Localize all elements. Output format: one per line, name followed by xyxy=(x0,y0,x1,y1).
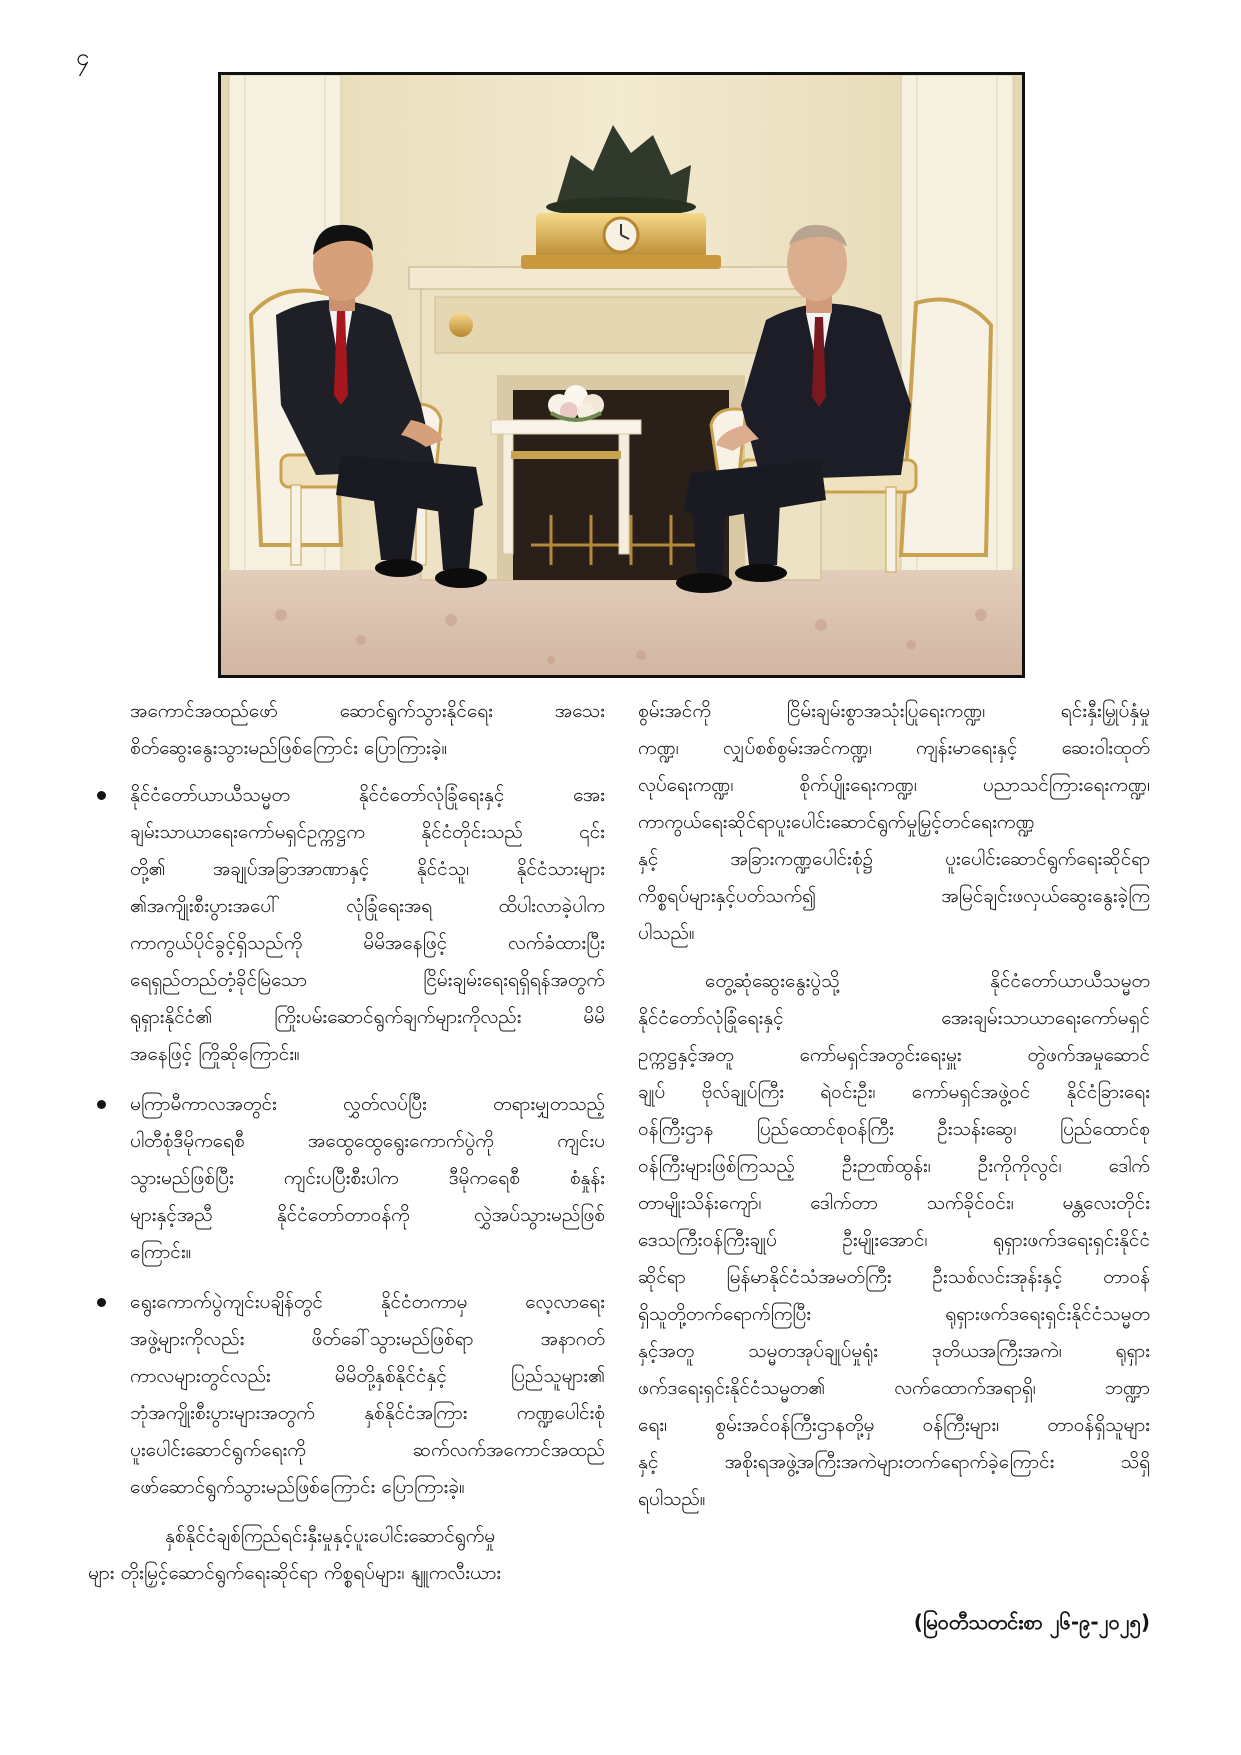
text-line: ဥက္ကဋ္ဌနှင့်အတူ ကော်မရှင်အတွင်းရေးမှူး တွဲဖက်အမှုဆောင် xyxy=(638,1044,1150,1066)
text-line: တာမျိုးသိန်းကျော်၊ ဒေါက်တာ သက်ခိုင်ဝင်း၊ မန္တလေးတိုင်း xyxy=(638,1192,1150,1214)
text-line: ချုပ် ဗိုလ်ချုပ်ကြီး ရဲဝင်းဦး၊ ကော်မရှင်အဖွဲ့ဝင် နိုင်ငံခြားရေး xyxy=(638,1081,1150,1103)
text-line: များနှင့်အညီ နိုင်ငံတော်တာဝန်ကို လွှဲအပ်သွားမည်ဖြစ် xyxy=(130,1204,605,1226)
bullet-icon xyxy=(97,1298,106,1307)
text-line: တို့၏ အချုပ်အခြာအာဏာနှင့် နိုင်ငံသူ၊ နိုင်ငံသားများ xyxy=(130,858,605,880)
continuation-paragraph xyxy=(638,693,1150,952)
text-line: ရေး၊ စွမ်းအင်ဝန်ကြီးဌာနတို့မှ ဝန်ကြီးများ၊ တာဝန်ရှိသူများ xyxy=(638,1414,1150,1436)
page-number: ၄ xyxy=(76,43,90,71)
text-line: ရွေးကောက်ပွဲကျင်းပချိန်တွင် နိုင်ငံတကာမှ လေ့လာရေး xyxy=(130,1291,605,1313)
text-line: ချမ်းသာယာရေးကော်မရှင်ဥက္ကဋ္ဌက နိုင်ငံတိုင်းသည် ၎င်း xyxy=(130,821,605,843)
text-line: ကာလများတွင်လည်း မိမိတို့နှစ်နိုင်ငံနှင့် ပြည်သူများ၏ xyxy=(130,1365,605,1387)
text-line: နိုင်ငံတော်လုံခြုံရေးနှင့် အေးချမ်းသာယာရေးကော်မရှင် xyxy=(638,1007,1150,1029)
text-line: တွေ့ဆုံဆွေးနွေးပွဲသို့ နိုင်ငံတော်ယာယီသမ္မတ xyxy=(705,970,1150,992)
bullet-text xyxy=(130,1086,605,1271)
shoe xyxy=(676,573,732,593)
bullet-icon xyxy=(97,1100,106,1109)
text-line: နှင့်အတူ သမ္မတအုပ်ချုပ်မှုရုံး ဒုတိယအကြီးအကဲ၊ ရုရှား xyxy=(638,1340,1150,1362)
gold-rosette-left xyxy=(449,313,473,337)
text-line: ဖော်ဆောင်ရွက်သွားမည်ဖြစ်ကြောင်း ပြောကြားခဲ့။ xyxy=(130,1476,465,1498)
text-line: ဝန်ကြီးဌာန ပြည်ထောင်စုဝန်ကြီး ဦးသန်းဆွေ၊ ပြည်ထောင်စု xyxy=(638,1118,1150,1140)
text-line: ကာကွယ်ရေးဆိုင်ရာပူးပေါင်းဆောင်ရွက်မှုမြှင့်တင်ရေးကဏ္ဍ xyxy=(638,811,1035,833)
text-line: နှစ်နိုင်ငံချစ်ကြည်ရင်းနှီးမှုနှင့်ပူးပေါင်းဆောင်ရွက်မှု xyxy=(165,1525,496,1547)
text-line: ပါသည်။ xyxy=(638,922,695,944)
bullet-text xyxy=(130,777,605,1073)
text-line: အကောင်အထည်ဖော် ဆောင်ရွက်သွားနိုင်ရေး အသေး xyxy=(130,700,605,722)
text-line: ၏အကျိုးစီးပွားအပေါ် လုံခြုံရေးအရ ထိပါးလာခဲ့ပါက xyxy=(130,895,605,917)
text-line: စိတ်ဆွေးနွေးသွားမည်ဖြစ်ကြောင်း ပြောကြားခဲ့။ xyxy=(130,737,448,759)
text-line: ပါတီစုံဒီမိုကရေစီ အထွေထွေရွေးကောက်ပွဲကို ကျင်းပ xyxy=(130,1130,605,1152)
text-line: ကြောင်း။ xyxy=(130,1241,192,1263)
mantel-clock xyxy=(521,213,721,269)
text-line: ကိစ္စရပ်များနှင့်ပတ်သက်၍ အမြင်ချင်းဖလှယ်ဆွေးနွေးခဲ့ကြ xyxy=(638,885,1150,907)
text-line: ဖက်ဒရေးရှင်းနိုင်ငံသမ္မတ၏ လက်ထောက်အရာရှိ၊ ဘဏ္ဍာ xyxy=(638,1377,1150,1399)
text-line: ကဏ္ဍ၊ လျှပ်စစ်စွမ်းအင်ကဏ္ဍ၊ ကျန်းမာရေးနှင့် ဆေးဝါးထုတ် xyxy=(638,737,1150,759)
carpet xyxy=(221,570,1022,675)
closing-paragraph xyxy=(88,1518,605,1592)
shoe xyxy=(435,568,487,588)
text-line: နှင့် အစိုးရအဖွဲ့အကြီးအကဲများတက်ရောက်ခဲ့ကြောင်း သိရှိ xyxy=(638,1451,1150,1473)
text-line: ဒေသကြီးဝန်ကြီးချုပ် ဦးမျိုးအောင်၊ ရုရှားဖက်ဒရေးရှင်းနိုင်ငံ xyxy=(638,1229,1150,1251)
text-line: ဝန်ကြီးများဖြစ်ကြသည့် ဦးဉာဏ်ထွန်း၊ ဦးကိုကိုလွင်၊ ဒေါက် xyxy=(638,1155,1150,1177)
shoe xyxy=(375,559,423,577)
attendance-paragraph xyxy=(638,963,1150,1518)
text-line: ရပါသည်။ xyxy=(638,1488,706,1510)
bullet-item xyxy=(95,1284,605,1506)
text-line: ပူးပေါင်းဆောင်ရွက်ရေးကို ဆက်လက်အကောင်အထည် xyxy=(130,1439,605,1461)
meeting-photo xyxy=(218,72,1025,678)
bullet-item xyxy=(95,1086,605,1271)
text-line: အနေဖြင့် ကြိုဆိုကြောင်း။ xyxy=(130,1043,300,1065)
text-line: ရှိသူတို့တက်ရောက်ကြပြီး ရုရှားဖက်ဒရေးရှင်းနိုင်ငံသမ္မတ xyxy=(638,1303,1150,1325)
bullet-icon xyxy=(97,791,106,800)
intro-paragraph xyxy=(130,693,605,767)
text-line: ကာကွယ်ပိုင်ခွင့်ရှိသည်ကို မိမိအနေဖြင့် လက်ခံထားပြီး xyxy=(130,932,605,954)
text-line: နိုင်ငံတော်ယာယီသမ္မတ နိုင်ငံတော်လုံခြုံရေးနှင့် အေး xyxy=(130,784,605,806)
text-line: သွားမည်ဖြစ်ပြီး ကျင်းပပြီးစီးပါက ဒီမိုကရေစီ စံနှုန်း xyxy=(130,1167,605,1189)
text-line: ဆိုင်ရာ မြန်မာနိုင်ငံသံအမတ်ကြီး ဦးသစ်လင်းအုန်းနှင့် တာဝန် xyxy=(638,1266,1150,1288)
meeting-photo-illustration xyxy=(221,75,1022,675)
text-line: လုပ်ရေးကဏ္ဍ၊ စိုက်ပျိုးရေးကဏ္ဍ၊ ပညာသင်ကြားရေးကဏ္ဍ၊ xyxy=(638,774,1150,796)
bullet-text xyxy=(130,1284,605,1506)
text-line: ရေရှည်တည်တံ့ခိုင်မြဲသော ငြိမ်းချမ်းရေးရရှိရန်အတွက် xyxy=(130,969,605,991)
text-line: အဖွဲ့များကိုလည်း ဖိတ်ခေါ်သွားမည်ဖြစ်ရာ အနာဂတ် xyxy=(130,1328,605,1350)
shoe xyxy=(735,564,787,582)
text-line: နှင့် အခြားကဏ္ဍပေါင်းစုံ၌ ပူးပေါင်းဆောင်ရွက်ရေးဆိုင်ရာ xyxy=(638,848,1150,870)
text-line: ရုရှားနိုင်ငံ၏ ကြိုးပမ်းဆောင်ရွက်ချက်များကိုလည်း မိမိ xyxy=(130,1006,605,1028)
text-line: ဘုံအကျိုးစီးပွားများအတွက် နှစ်နိုင်ငံအကြား ကဏ္ဍပေါင်းစုံ xyxy=(130,1402,605,1424)
text-line: စွမ်းအင်ကို ငြိမ်းချမ်းစွာအသုံးပြုရေးကဏ္ဍ၊ ရင်းနှီးမြှုပ်နှံမှု xyxy=(638,700,1150,722)
text-line: မကြာမီကာလအတွင်း လွှတ်လပ်ပြီး တရားမျှတသည့် xyxy=(130,1093,605,1115)
text-line: များ တိုးမြှင့်ဆောင်ရွက်ရေးဆိုင်ရာ ကိစ္စရပ်များ၊ နျူကလီးယား xyxy=(88,1562,502,1584)
source-citation: (မြဝတီသတင်းစာ ၂၆-၉-၂၀၂၅) xyxy=(913,1610,1150,1634)
bullet-item xyxy=(95,777,605,1073)
